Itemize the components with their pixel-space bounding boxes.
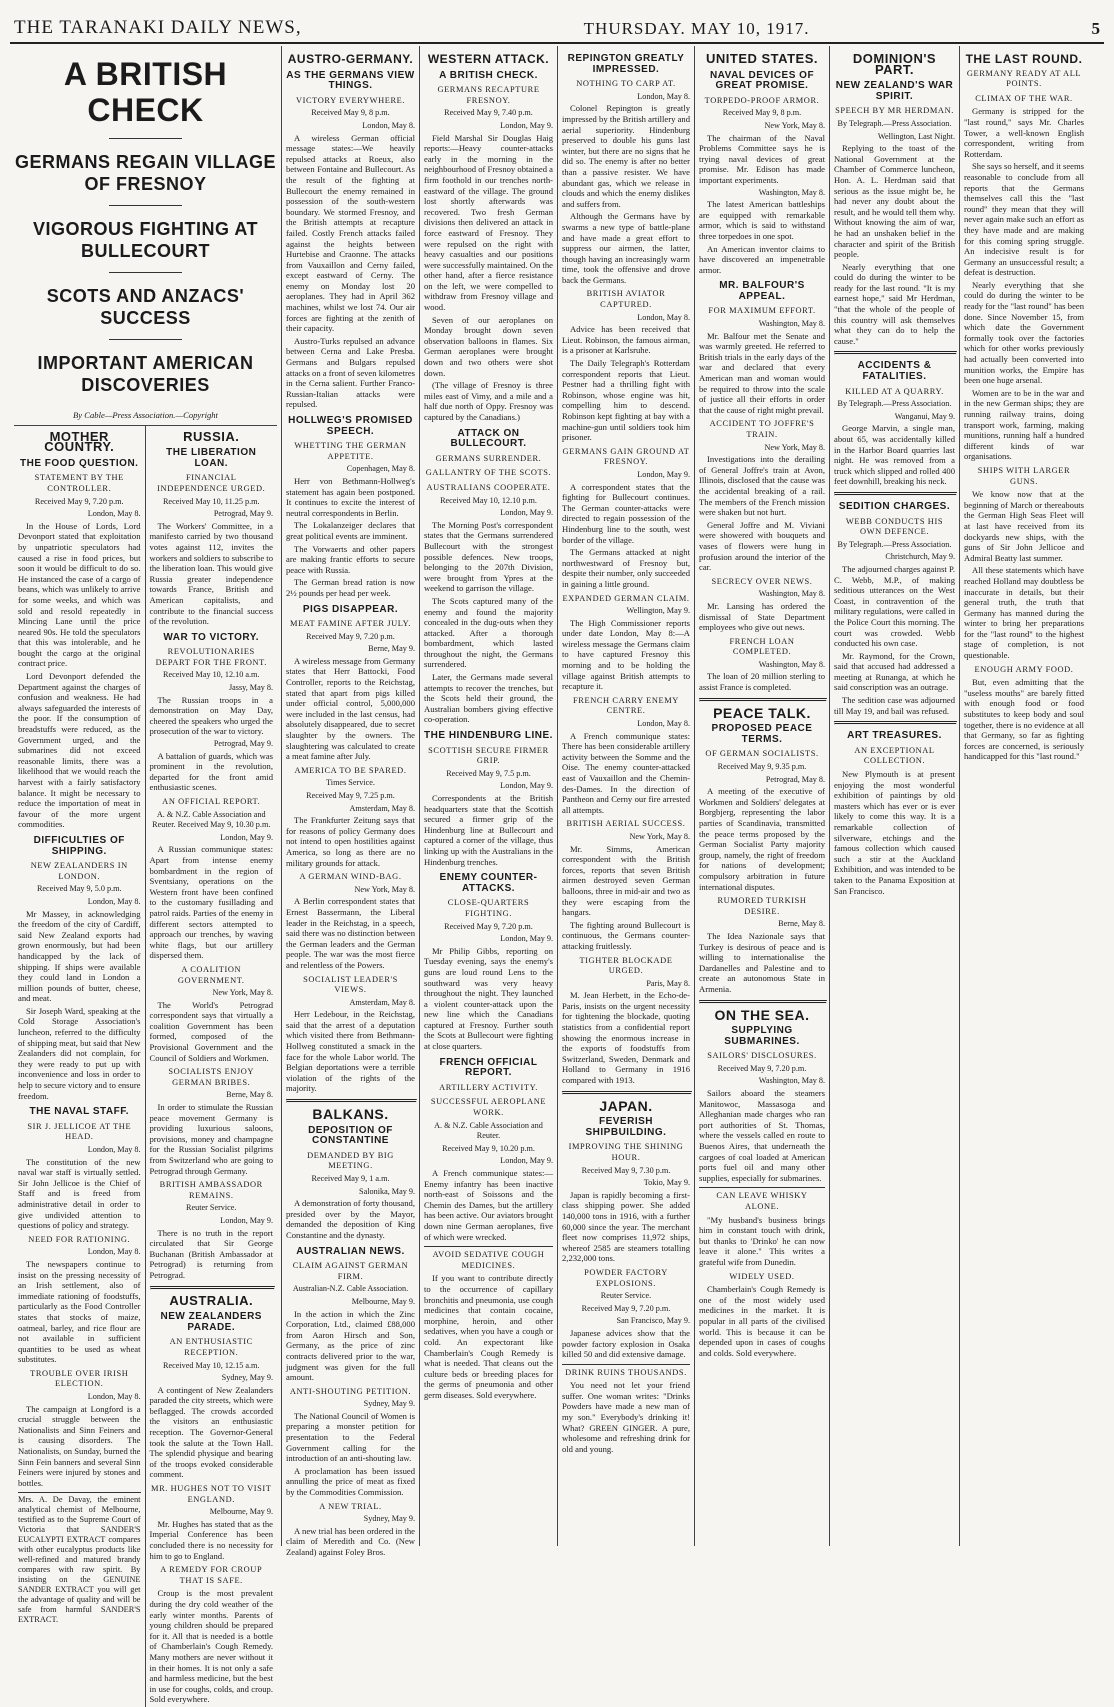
paragraph: Herr von Bethmann-Hollweg's statement has again been postponed. It continues to excite the interest of neutral correspondents in Berlin. xyxy=(286,475,415,518)
dateline: Berne, May 9. xyxy=(368,644,415,654)
subheading: BRITISH AMBASSADOR REMAINS. xyxy=(159,1180,263,1200)
received-line: Received May 9, 7.20 p.m. xyxy=(444,921,533,931)
lead-deck-2: VIGOROUS FIGHTING AT BULLECOURT xyxy=(33,219,258,261)
section-heading: REPINGTON GREATLY IMPRESSED. xyxy=(567,53,685,75)
subheading: ARTILLERY ACTIVITY. xyxy=(439,1082,538,1092)
lead-deck-4: IMPORTANT AMERICAN DISCOVERIES xyxy=(37,353,254,395)
paragraph: Nearly everything that one could do during the winter to be ready for the last round. "It is my earnest hope," said Mr Herdman, "that the whole of the people of this country will ask themselves what they can do to help the cause." xyxy=(834,261,955,346)
section-heading: SEDITION CHARGES. xyxy=(838,500,951,512)
subheading: PROPOSED PEACE TERMS. xyxy=(711,723,813,745)
paragraph: In the action in which the Zinc Corporation, Ltd., claimed £88,000 from Aaron Hirsch and Son, Germany, as the price of zinc contracts delivered prior to the war, judgment was given for the full amount. xyxy=(286,1308,415,1383)
subheading: REVOLUTIONARIES DEPART FOR THE FRONT. xyxy=(155,647,267,667)
paragraph: The Frankfurter Zeitung says that for reasons of policy Germany does not intend to open hostilities against America, so long as there are no military grounds for attack. xyxy=(286,815,415,868)
subheading: MEAT FAMINE AFTER JULY. xyxy=(290,619,411,629)
paragraph: The High Commissioner reports under date London, May 8:—A wireless message the Germans claim to have captured Fresnoy this morning and to be holding the village against British attempts to recapture it. xyxy=(562,617,690,692)
paragraph: An American inventor claims to have discovered an impenetrable armor. xyxy=(699,243,825,275)
subheading: NEW ZEALANDERS IN LONDON. xyxy=(30,861,128,881)
subheading: ENOUGH ARMY FOOD. xyxy=(974,664,1074,674)
divider xyxy=(699,1000,827,1004)
subheading: FRENCH LOAN COMPLETED. xyxy=(729,636,795,657)
column-last-round xyxy=(960,46,1088,1546)
advertisement: Mrs. A. De Davay, the eminent analytical chemist of Melbourne, testified as to the Supreme Court of Victoria that SANDER'S EUCALYPTI EXTRACT compares with other eucalyptus products like well-refined and matured brandy compares with raw spirit. By insisting on the GENUINE SANDER EXTRACT you will get the advantage of quality and will be safe from harmful SANDER'S EXTRACT. xyxy=(18,1492,141,1625)
subheading: FOR MAXIMUM EFFORT. xyxy=(708,306,816,316)
divider xyxy=(109,272,183,273)
paragraph: M. Jean Herbett, in the Echo-de-Paris, insists on the urgent necessity for tightening the blockade, quoting statistics from a confidential report showing the enormous increase in the exports of foodstuffs from Switzerland, Sweden, Denmark and Holland to Germany in 1916 compared with 1913. xyxy=(562,990,690,1086)
paragraph: Austro-Turks repulsed an advance between Cerna and Lake Presba. Germans and Bulgars repulsed attacks on a front of seven kilometres in the Cerna salient. Further Franco-Russian-Italian attacks were repulsed. xyxy=(286,335,415,410)
subheading: AVOID SEDATIVE COUGH MEDICINES. xyxy=(424,1246,553,1271)
subheading: THE LIBERATION LOAN. xyxy=(166,447,257,469)
subheading: GERMANS GAIN GROUND AT FRESNOY. xyxy=(562,446,690,467)
paragraph: Although the Germans have by swarms a new type of battle-plane and have made a great effort to suppress our airmen, the latter, though having an increasingly warm time, took the offensive and drove back the Germans. xyxy=(562,211,690,285)
paragraph: A battalion of guards, which was prominent in the revolution, departed for the front amid enthusiastic scenes. xyxy=(149,750,273,793)
lead-story xyxy=(10,46,282,1705)
paragraph: (The village of Fresnoy is three miles east of Vimy, and a mile and a half due north of Oppy. Fresnoy was captured by the Canadians.) xyxy=(424,380,553,422)
lead-headline: A BRITISH CHECK xyxy=(63,56,228,128)
dateline: Amsterdam, May 8. xyxy=(349,803,415,813)
subheading: OF GERMAN SOCIALISTS. xyxy=(705,749,819,759)
dateline: Washington, May 8. xyxy=(758,187,825,197)
divider xyxy=(699,698,827,702)
subheading: POWDER FACTORY EXPLOSIONS. xyxy=(584,1267,668,1288)
paragraph: New Plymouth is at present enjoying the most wonderful exhibition of paintings by old masters which has ever or is ever likely to come this way. It is a remarkable collection of silverware, etchings and the famous collection which caused such a stir at the Auckland Exhibition, and was intended to be taken to the Panama Exposition at San Francisco. xyxy=(834,769,955,896)
paragraph: A Berlin correspondent states that Ernest Bassermann, the Liberal leader in the Reichstag, in a speech, said there was no distinction between the German leaders and the German people. The war was the most fierce and relentless of the Powers. xyxy=(286,896,415,970)
subheading: TIGHTER BLOCKADE URGED. xyxy=(579,955,673,976)
paragraph: The Germans attacked at night northwestward of Fresnoy but, despite their number, only succeeded in gaining a little ground. xyxy=(562,547,690,589)
dateline: London, May 8. xyxy=(87,1392,141,1402)
lead-deck-1: GERMANS REGAIN VILLAGE OF FRESNOY xyxy=(14,152,276,194)
subheading: WIDELY USED. xyxy=(729,1271,795,1281)
paragraph: All these statements which have reached Holland may doubtless be inaccurate in details, but their general truth, the truth that Germany has manned during the winter to bring her preparations for the "last round" to the highest stage of completion, is not questionable. xyxy=(964,565,1084,661)
paragraph: A contingent of New Zealanders paraded the city streets, which were beflagged. The crowds accorded the visitors an enthusiastic reception. The Governor-General took the salute at the Town Hall. The splendid physique and bearing of the troops evoked considerable comment. xyxy=(149,1384,273,1480)
dateline: London, May 8. xyxy=(637,312,690,322)
dateline: London, May 9. xyxy=(220,832,273,842)
section-heading: DOMINION'S PART. xyxy=(852,51,937,77)
subheading: CLOSE-QUARTERS FIGHTING. xyxy=(447,898,530,918)
dateline: New York, May 8. xyxy=(629,831,690,841)
section-heading: WESTERN ATTACK. xyxy=(427,52,550,66)
dateline: Petrograd, May 9. xyxy=(213,739,273,749)
received-line: Received May 9, 7.20 p.m. xyxy=(581,1303,671,1313)
subheading: SOCIALIST LEADER'S VIEWS. xyxy=(303,974,398,995)
dateline: Berne, May 8. xyxy=(226,1090,273,1100)
paragraph: Advice has been received that Lieut. Robinson, the famous airman, is a prisoner at Karlsruhe. xyxy=(562,324,690,356)
dateline: Wanganui, May 9. xyxy=(894,411,955,421)
paragraph: Lord Devonport defended the Department against the charges of confusion and weakness. He had always safeguarded the interests of the poor. If the consumption of breadstuffs were reduced, as the Government urged, and the submarines did not exceed reasonable limits, there was a likelihood that we would reach the harvest with a fairly satisfactory balance. It might be necessary to reduce the importation of meat in favour of the more urgent commodities. xyxy=(18,671,141,830)
subheading: TORPEDO-PROOF ARMOR. xyxy=(704,95,820,105)
subheading: NEW ZEALANDERS PARADE. xyxy=(160,1311,262,1333)
received-line: Received May 9, 9.35 p.m. xyxy=(717,762,807,772)
paragraph: Mr Massey, in acknowledging the freedom of the city of Cardiff, said New Zealand exports had grown enormously, but had been handicapped by the lack of shipping. If ships were available they could land in London a million pounds of butter, cheese, and meat. xyxy=(18,908,141,1004)
russia-column xyxy=(146,426,278,1707)
dateline: Christchurch, May 9. xyxy=(885,552,955,562)
dateline: London, May 9. xyxy=(500,1156,553,1166)
paragraph: The World's Petrograd correspondent says that virtually a coalition Government has been formed, composed of the Provisional Government and the Council of Soldiers and Workmen. xyxy=(149,999,273,1063)
subheading: HOLLWEG'S PROMISED SPEECH. xyxy=(288,415,413,437)
received-line: By Telegraph.—Press Association. xyxy=(837,118,952,128)
masthead-title: THE TARANAKI DAILY NEWS, xyxy=(14,17,302,38)
section-heading: BALKANS. xyxy=(312,1106,389,1123)
dateline: Berne, May 8. xyxy=(778,919,825,929)
subheading: A COALITION GOVERNMENT. xyxy=(177,964,245,985)
paragraph: Colonel Repington is greatly impressed by the British artillery and aerial superiority. Hindenburg preserved to double his guns last winter, but there are no signs that he did so. The enemy is after no better than a passive resister. We have abundant gas, which we release in clouds and which the enemy dislikes and suffers from. xyxy=(562,103,690,209)
dateline: New York, May 8. xyxy=(212,988,273,998)
subheading: CLIMAX OF THE WAR. xyxy=(975,93,1073,103)
dateline: London, May 9. xyxy=(500,781,553,791)
received-line: Received May 9, 5.0 p.m. xyxy=(36,884,122,894)
paragraph: George Marvin, a single man, about 65, was accidentally killed in the Harbor Board quarries last night. He was removed from a truck which slipped and rolled 400 feet downhill, breaking his neck. xyxy=(834,423,955,487)
paragraph: A correspondent states that the fighting for Bullecourt continues. The German counter-attacks were directed to regain possession of the Hindenburg line to the south, west border of the village. xyxy=(562,481,690,545)
section-heading: ART TREASURES. xyxy=(847,730,942,742)
subheading: AS THE GERMANS VIEW THINGS. xyxy=(286,69,415,92)
divider xyxy=(109,339,183,340)
paragraph: In order to stimulate the Russian peace movement Germany is providing luxurious saloons, provisions, money and champagne for the Russian Socialist pilgrims from Switzerland who are going to Petrograd through Germany. xyxy=(149,1102,273,1176)
dateline: Sydney, May 9. xyxy=(221,1373,273,1383)
subheading: DEMANDED BY BIG MEETING. xyxy=(307,1150,394,1171)
paragraph: The Russian troops in a demonstration on May Day, cheered the speakers who urged the prosecution of the war to victory. xyxy=(149,694,273,737)
dateline: Tokio, May 9. xyxy=(643,1178,690,1188)
subheading: FRENCH CARRY ENEMY CENTRE. xyxy=(573,695,679,716)
subheading: KILLED AT A QUARRY. xyxy=(845,386,944,396)
paragraph: A wireless message from Germany states that Herr Battocki, Food Controller, reports to the Reichstag, stated that apart from pigs killed under official control, 5,000,000 were included in the last census, had absolutely disappeared, due to secret slaughter by the owners. The slaughtering was calculated to create a meat famine after July. xyxy=(286,655,415,762)
dateline: London, May 9. xyxy=(500,508,553,518)
dateline: Wellington, Last Night. xyxy=(877,131,955,141)
subheading: IMPROVING THE SHINING HOUR. xyxy=(568,1142,684,1162)
dateline: New York, May 8. xyxy=(764,442,825,452)
paragraph: The German bread ration is now 2½ pounds per head per week. xyxy=(286,577,415,598)
dateline: Petrograd, May 8. xyxy=(765,774,825,784)
subheading: PIGS DISAPPEAR. xyxy=(302,603,399,615)
received-line: Received May 9, 8 p.m. xyxy=(722,108,802,118)
section-heading: ACCIDENTS & FATALITIES. xyxy=(857,360,932,383)
dateline: Melbourne, May 9. xyxy=(209,1507,273,1517)
subheading: FRENCH OFFICIAL REPORT. xyxy=(439,1056,538,1079)
paragraph: A new trial has been ordered in the claim of Meredith and Co. (New Zealand) against Foley Bros. xyxy=(286,1525,415,1557)
subheading: TROUBLE OVER IRISH ELECTION. xyxy=(30,1368,129,1389)
section-heading: AUSTRALIA. xyxy=(169,1292,254,1308)
paragraph: There is no truth in the report circulated that Sir George Buchanan (British Ambassador at Petrograd) is returning from Petrograd. xyxy=(149,1227,273,1280)
subheading: VICTORY EVERYWHERE. xyxy=(295,95,406,105)
subheading: GERMANY READY AT ALL POINTS. xyxy=(966,68,1082,89)
subheading: ANTI-SHOUTING PETITION. xyxy=(289,1386,412,1396)
paragraph: Sailors aboard the steamers Manitowoc, Massasoga and Alleghanian made charges who ran port authorities of St. Thomas, where the vessels called en route to Buenos Aires, that underneath the cargoes of coal loaded at American ports fuel oil and many other supplies, especially for submarines. xyxy=(699,1088,825,1183)
subheading: NAVAL DEVICES OF GREAT PROMISE. xyxy=(709,69,815,92)
dateline: London, May 8. xyxy=(87,509,141,519)
paragraph: You need not let your friend suffer. One woman writes: "Drinks Powders have made a new man of my son." Everybody's drinking it! What? GREEN GINGER. A pure, wholesome and refreshing drink for old and young. xyxy=(562,1380,690,1454)
paragraph: Women are to be in the war and in the new German ships; they are running railway trains, doing transport work, farming, making munitions, running half a hundred different kinds of war organisations. xyxy=(964,387,1084,462)
subheading: AUSTRALIANS COOPERATE. xyxy=(426,482,551,492)
dateline: London, May 8. xyxy=(637,91,690,101)
section-heading: RUSSIA. xyxy=(183,428,240,444)
received-line: Received May 10, 12.10 a.m. xyxy=(163,670,260,680)
subheading: AMERICA TO BE SPARED. xyxy=(294,765,407,775)
section-heading: JAPAN. xyxy=(599,1097,653,1114)
subheading: BRITISH AERIAL SUCCESS. xyxy=(566,819,686,829)
received-line: Received May 10, 11.25 p.m. xyxy=(162,496,260,506)
paragraph: A French communique states:—Enemy infantry has been inactive north-east of Soissons and the Chemin des Dames, but the artillery has been active. Our aviators brought down nine German aeroplanes, five of which were wrecked. xyxy=(424,1168,553,1242)
subheading: SUCCESSFUL AEROPLANE WORK. xyxy=(430,1097,547,1118)
received-line: Received May 9, 7.20 p.m. xyxy=(306,631,395,641)
paragraph: The chairman of the Naval Problems Committee says he is trying naval devices of great promise. Mr. Edison has made important experiments. xyxy=(699,132,825,185)
subheading: SAILORS' DISCLOSURES. xyxy=(707,1051,817,1061)
paragraph: Sir Joseph Ward, speaking at the Cold Storage Association's luncheon, referred to the difficulty of shipping meat, but said that New Zealanders did not complain, for they were ready to put up with inconvenience and loss in order to help to secure victory and to ensure freedom. xyxy=(18,1005,141,1101)
section-heading: THE LAST ROUND. xyxy=(965,52,1083,66)
received-line: Received May 9, 7.20 p.m. xyxy=(717,1063,807,1073)
subheading: A REMEDY FOR CROUP THAT IS SAFE. xyxy=(160,1565,263,1585)
paragraph: In the House of Lords, Lord Devonport stated that exploitation by unpatriotic speculators had caused a rise in food prices, but soon it would be difficult to do so. He instanced the case of a cargo of beans, which was unlikely to arrive for some weeks, and which was sold and resold repeatedly in Mincing Lane until the price neared 90s. He told the speculators that this was intolerable, and he bought the cargo at the original contract price. xyxy=(18,520,141,669)
dateline: Sydney, May 9. xyxy=(363,1514,415,1524)
received-line: Received May 10, 12.15 a.m. xyxy=(163,1360,260,1370)
paragraph: General Joffre and M. Viviani were showered with bouquets and vases of flowers were hung in profusion around the interior of the car. xyxy=(699,519,825,573)
subheading: WAR TO VICTORY. xyxy=(163,631,260,643)
subheading: SUPPLYING SUBMARINES. xyxy=(724,1025,800,1047)
subheading: A GERMAN WIND-BAG. xyxy=(299,872,402,882)
paragraph: The Vorwaerts and other papers are making frantic efforts to secure peace with Russia. xyxy=(286,543,415,575)
subheading: FEVERISH SHIPBUILDING. xyxy=(585,1116,667,1138)
subheading: WHETTING THE GERMAN APPETITE. xyxy=(294,441,407,461)
subheading: NOTHING TO CARP AT. xyxy=(576,79,676,89)
paragraph: If you want to contribute directly to the occurrence of capillary bronchitis and pneumonia, use cough medicines that contain cocaine, morphine, heroin, and other sedatives, when you have a cough or cold. An expectorant like Chamberlain's Cough Remedy is what is needed. That cleans out the culture beds or breeding places for the germs of pneumonia and other germ diseases. Sold everywhere. xyxy=(424,1273,553,1400)
lead-deck-3: SCOTS AND ANZACS' SUCCESS xyxy=(46,286,245,328)
subheading: CLAIM AGAINST GERMAN FIRM. xyxy=(292,1261,409,1281)
received-line: Australian-N.Z. Cable Association. xyxy=(292,1284,409,1294)
paragraph: We know now that at the beginning of March or thereabouts the German High Seas Fleet will at last have received from its dockyards new ships, with the guns of Sir John Jellicoe and Admiral Beatty last summer. xyxy=(964,489,1084,563)
dateline: New York, May 8. xyxy=(764,120,825,130)
dateline: London, May 8. xyxy=(87,1247,141,1257)
subheading: WEBB CONDUCTS HIS OWN DEFENCE. xyxy=(845,516,944,537)
column-dominions-part xyxy=(830,46,960,1546)
dateline: Melbourne, May 9. xyxy=(351,1296,415,1306)
dateline: London, May 9. xyxy=(500,934,553,944)
paragraph: Germany is stripped for the "last round," says Mr. Charles Tower, a well-known English correspondent, writing from Rotterdam. xyxy=(964,106,1084,159)
section-heading: AUSTRO-GERMANY. xyxy=(287,52,414,66)
paragraph: The constitution of the new naval war staff is virtually settled. Sir John Jellicoe is the Chief of Staff and is freed from administrative detail in order to give undivided attention to questions of policy and strategy. xyxy=(18,1156,141,1231)
received-line: A. & N.Z. Cable Association and Reuter. Received May 9, 10.30 p.m. xyxy=(152,809,271,830)
subheading: DRINK RUINS THOUSANDS. xyxy=(562,1364,690,1379)
column-austro-germany xyxy=(282,46,420,1557)
paragraph: Later, the Germans made several attempts to recover the trenches, but the Scots held their ground, the Australian bombers giving effective co-operation. xyxy=(424,672,553,725)
subheading: SECRECY OVER NEWS. xyxy=(711,576,813,586)
column-united-states xyxy=(695,46,830,1546)
paragraph: Mr. Hughes has stated that as the Imperial Conference has been concluded there is no necessity for him to go to England. xyxy=(149,1518,273,1561)
byline: By Cable—Press Association.—Copyright xyxy=(73,410,218,420)
paragraph: The campaign at Longford is a crucial struggle between the Nationalists and Sinn Feiners and is causing disorders. The Nationalists, on Sunday, burned the Sinn Fein banners and several Sinn Feiners were injured by stones and bottles. xyxy=(18,1403,141,1488)
divider xyxy=(109,205,183,206)
received-line: Reuter Service. xyxy=(600,1291,652,1301)
section-heading: UNITED STATES. xyxy=(706,51,818,66)
paragraph: A meeting of the executive of Workmen and Soldiers' delegates at Borgbjerg, representing the labor parties of Scandinavia, transmitted the peace terms proposed by the German Socialist Party majority group, namely, the right of freedom for nations of development; compulsory arbitration in future international disputes. xyxy=(699,786,825,892)
section-heading: PEACE TALK. xyxy=(713,704,811,721)
paragraph: Investigations into the derailing of General Joffre's train at Avon, Illinois, disclosed that the cause was the accidental breaking of a rail. The members of the French mission were shaken but not hurt. xyxy=(699,454,825,518)
paragraph: The Morning Post's correspondent states that the Germans surrendered Bullecourt with the strongest possible defences. New troops, belonging to the 207th Division, were brought from Ypres at the weekend to garrison the village. xyxy=(424,519,553,594)
subheading: SIR J. JELLICOE AT THE HEAD. xyxy=(27,1121,132,1142)
received-line: Received May 9, 7.40 p.m. xyxy=(444,108,533,118)
section-heading: ON THE SEA. xyxy=(714,1006,810,1023)
received-line: Received May 9, 7.25 p.m. xyxy=(306,791,395,800)
paragraph: Mr. Simms, American correspondent with the British forces, reports that seven British airmen destroyed seven German balloons, three in mid-air and two as they were escaping from the hangars. xyxy=(562,843,690,918)
paragraph: She says so herself, and it seems reasonable to conclude from all reports that the Germans themselves call this the "last round" they mean that they will never again make such an effort as they have made and are making for this coming spring struggle. An indecisive result is for Germany an unsuccessful result; a defeat is destruction. xyxy=(964,161,1084,278)
paragraph: A French communique states: There has been considerable artillery activity between the Somme and the Oise. The enemy counter-attacked east of Vauxaillon and the Chemin-des-Dames. In the direction of Pantheon and Cerny our fire arrested all attempts. xyxy=(562,730,690,815)
subheading: SHIPS WITH LARGER GUNS. xyxy=(977,465,1071,486)
paragraph: Herr Ledebour, in the Reichstag, said that the arrest of a deputation which visited there from Bethmann-Hollweg constituted a smack in the face for the whole Labor world. The Belgian deportations were a terrible violation of the rights of the majority. xyxy=(286,1009,415,1094)
paragraph: Correspondents at the British headquarters state that the Scottish secured a firmer grip of the Hindenburg line at Bullecourt and captured a corner of the village, thus linking up with the Australians in the Hindenburg trenches. xyxy=(424,793,553,867)
dateline: London, May 8. xyxy=(362,120,415,130)
paragraph: The sedition case was adjourned till May 19, and bail was refused. xyxy=(834,695,955,716)
paragraph: The Scots captured many of the enemy and found the majority concealed in the dug-outs when they attacked. After a thorough bombardment, which lasted throughout the night, the Germans surrendered. xyxy=(424,595,553,670)
subheading: A NEW TRIAL. xyxy=(319,1501,382,1511)
received-line: Times Service. xyxy=(326,778,375,788)
dateline: Washington, May 8. xyxy=(758,589,825,599)
paragraph: The Idea Nazionale says that Turkey is desirous of peace and is willing to internationalise the Dardanelles and Palestine and to create an autonomous State in Armenia. xyxy=(699,930,825,994)
paragraph: The newspapers continue to insist on the pressing necessity of an Irish settlement, also of immediate rationing of foodstuffs, particularly as the Food Controller states that stocks of maize, oatmeal, barley, and rice flour are not available in sufficient quantities to be used as wheat substitutes. xyxy=(18,1258,141,1365)
mother-country-column xyxy=(14,426,146,1707)
subheading: GERMANS SURRENDER. xyxy=(435,453,542,463)
dateline: London, May 9. xyxy=(500,120,553,130)
dateline: London, May 8. xyxy=(87,896,141,906)
received-line: Received May 10, 12.10 p.m. xyxy=(440,495,537,505)
paragraph: Field Marshal Sir Douglas Haig reports:—Heavy counter-attacks early in the morning in the neighbourhood of Fresnoy obtained a firm foothold in our trenches north-eastward of the village. The ground lost shortly afterwards was recovered. Two fresh German divisions then delivered an attack in force eastward of Fresnoy. They were repulsed on the right with heavy casualties and our positions were successfully maintained. On the other hand, after a fierce resistance on the left, we were compelled to withdraw from Fresnoy village and wood. xyxy=(424,132,553,313)
divider xyxy=(834,351,957,355)
dateline: Washington, May 8. xyxy=(758,319,825,329)
subheading: SCOTTISH SECURE FIRMER GRIP. xyxy=(428,745,549,766)
subheading: NEED FOR RATIONING. xyxy=(28,1234,131,1244)
subheading: THE FOOD QUESTION. xyxy=(20,457,139,469)
received-line: Reuter Service. xyxy=(186,1203,237,1213)
subheading: MR. BALFOUR'S APPEAL. xyxy=(719,280,805,302)
section-heading: MOTHER COUNTRY. xyxy=(44,428,115,455)
dateline: London, May 9. xyxy=(637,469,690,479)
subheading: ATTACK ON BULLECOURT. xyxy=(450,427,527,450)
paragraph: A demonstration of forty thousand, presided over by the Mayor, demanded the deposition of King Constantine and the dynasty. xyxy=(286,1198,415,1240)
paragraph: The latest American battleships are equipped with remarkable armor, which is said to withstand three torpedoes in one spot. xyxy=(699,199,825,241)
subheading: A BRITISH CHECK. xyxy=(439,69,538,81)
masthead-date: THURSDAY. MAY 10, 1917. xyxy=(583,19,810,38)
subheading: SPEECH BY MR HERDMAN. xyxy=(835,106,954,116)
subheading: AN OFFICIAL REPORT. xyxy=(162,797,261,806)
dateline: Salonika, May 9. xyxy=(359,1186,415,1196)
subheading: AN ENTHUSIASTIC RECEPTION. xyxy=(169,1337,253,1357)
divider xyxy=(834,721,957,725)
paragraph: The loan of 20 million sterling to assist France is completed. xyxy=(699,671,825,693)
received-line: Received May 9, 8 p.m. xyxy=(311,108,390,118)
page-number: 5 xyxy=(1091,19,1100,38)
divider xyxy=(286,1099,417,1103)
subheading: GERMANS RECAPTURE FRESNOY. xyxy=(437,85,540,105)
dateline: Jassy, May 8. xyxy=(228,683,273,693)
divider xyxy=(834,492,957,496)
subheading: BRITISH AVIATOR CAPTURED. xyxy=(586,289,666,310)
paragraph: Seven of our aeroplanes on Monday brought down seven observation balloons in flames. Six German aeroplanes were brought down and two others were shot down. xyxy=(424,314,553,378)
subheading: NEW ZEALAND'S WAR SPIRIT. xyxy=(835,80,954,102)
subheading: GALLANTRY OF THE SCOTS. xyxy=(425,468,552,478)
subheading: THE NAVAL STAFF. xyxy=(29,1106,129,1118)
subheading: STATEMENT BY THE CONTROLLER. xyxy=(34,473,124,493)
paragraph: Mr. Raymond, for the Crown, said that accused had addressed a meeting at Runanga, at which he said conscription was an outrage. xyxy=(834,650,955,693)
paragraph: Mr Philip Gibbs, reporting on Tuesday evening, says the enemy's guns are loud round Lens to the southward was very heavy throughout the night. They launched a violent counter-attack upon the new line which the Canadians captured at Fresnoy. Further south the Scots at Bullecourt were fighting at close quarters. xyxy=(424,945,553,1052)
dateline: Copenhagen, May 8. xyxy=(346,464,415,474)
divider xyxy=(562,1091,692,1095)
paragraph: The Daily Telegraph's Rotterdam correspondent reports that Lieut. Pestner had a thrilling fight with Robinson, whose engine was hit, compelling him to descend. Robinson kept fighting at bay with a machine-gun until soldiers took him prisoner. xyxy=(562,358,690,443)
received-line: Received May 9, 7.5 p.m. xyxy=(446,768,531,778)
received-line: Received May 9, 1 a.m. xyxy=(311,1174,390,1183)
received-line: Received May 9, 7.30 p.m. xyxy=(581,1165,671,1175)
masthead xyxy=(10,4,1104,44)
received-line: By Telegraph.—Press Association. xyxy=(837,539,952,549)
dateline: Paris, May 8. xyxy=(646,978,690,988)
dateline: Washington, May 8. xyxy=(758,659,825,669)
subheading: DEPOSITION OF CONSTANTINE xyxy=(308,1124,393,1147)
paragraph: A proclamation has been issued annulling the price of meat as fixed by the Commodities Commission. xyxy=(286,1465,415,1498)
paragraph: Croup is the most prevalent during the dry cold weather of the early winter months. Parents of young children should be prepared for it. All that is needed is a bottle of Chamberlain's Cough Remedy. Many mothers are never without it in their homes. It is not only a safe and harmless medicine, but the best in use for coughs, colds, and croup. Sold everywhere. xyxy=(149,1588,273,1705)
paragraph: Replying to the toast of the National Government at the Chamber of Commerce luncheon, Hon. A. L. Herdman said that serious as the issue might be, he had never any doubt about the result, and he would tell them why. Without knowing the aim of war, he had an unshaken belief in the character and spirit of the British people. xyxy=(834,143,955,260)
paragraph: A Russian communique states: Apart from intense enemy bombardment in the region of Sventsiany, operations on the Western front have been confined to the customary fusillading and patrol raids. Parties of the enemy in different sectors attempted to approach our trenches, by waving white flags, but our artillery dispersed them. xyxy=(149,844,273,961)
paragraph: "My husband's business brings him in constant touch with drink, but thanks to 'Drinko' he can now leave it alone." This writes a grateful wife from Dunedin. xyxy=(699,1214,825,1267)
paragraph: Japanese advices show that the powder factory explosion in Osaka killed 50 and did extensive damage. xyxy=(562,1327,690,1360)
subheading: DIFFICULTIES OF SHIPPING. xyxy=(33,834,125,857)
column-repington xyxy=(558,46,695,1546)
paragraph: Mr. Lansing has ordered the dismissal of State Department employees who give out news. xyxy=(699,600,825,633)
paragraph: The National Council of Women is preparing a monster petition for presentation to the Federal Government calling for the introduction of an anti-shouting law. xyxy=(286,1410,415,1464)
received-line: By Telegraph.—Press Association. xyxy=(837,399,952,409)
paragraph: The Workers' Committee, in a manifesto carried by two thousand votes against 112, invites the workers and soldiers to subscribe to the liberation loan. This would give Russia greater independence towards France, British and American capitalists, and contribute to the financial success of the revolution. xyxy=(149,520,273,627)
dateline: London, May 9. xyxy=(220,1215,273,1225)
divider xyxy=(109,138,183,139)
dateline: San Francisco, May 9. xyxy=(616,1316,690,1326)
dateline: Amsterdam, May 8. xyxy=(349,997,415,1007)
columns xyxy=(10,46,1108,1705)
subheading: RUMORED TURKISH DESIRE. xyxy=(717,896,807,916)
subheading: FINANCIAL INDEPENDENCE URGED. xyxy=(157,473,266,493)
subheading: THE HINDENBURG LINE. xyxy=(424,730,553,742)
dateline: New York, May 8. xyxy=(354,884,415,894)
paragraph: A wireless German official message states:—We heavily repulsed attacks at Roeux, also between Fontaine and Bullecourt. As the result of the fighting at Bullecourt the enemy remained in possession of the south-western boundary. We stormed Fresnoy, and the British attempts at recapture failed. Costly French attacks failed against the heights between Hurtebise and Craonne. The attacks from Vauxaillon and Cerny failed, except eastward of Cerny. The enemy on Monday lost 20 aeroplanes. They had in April 362 machines, whilst we lost 74. Our air forces are fighting at the zenith of their capacity. xyxy=(286,132,415,334)
subheading: EXPANDED GERMAN CLAIM. xyxy=(562,593,690,603)
column-western-attack xyxy=(420,46,558,1546)
dateline: Wellington, May 9. xyxy=(626,606,690,616)
paragraph: Chamberlain's Cough Remedy is one of the most widely used medicines in the market. It is popular in all parts of the civilised world. This is because it can be depended upon in cases of coughs and colds. Sold everywhere. xyxy=(699,1284,825,1358)
subheading: SOCIALISTS ENJOY GERMAN BRIBES. xyxy=(168,1067,255,1087)
received-line: Received May 9, 7.20 p.m. xyxy=(34,496,124,506)
paragraph: Mr. Balfour met the Senate and was warmly greeted. He referred to British trials in the early days of the war and declared that every American man and woman would be required to throw into the scale of justice all their efforts in order that the cause of right might prevail. xyxy=(699,330,825,415)
subheading: AN EXCEPTIONAL COLLECTION. xyxy=(854,745,935,766)
received-line: Received May 9, 10.20 p.m. xyxy=(442,1143,535,1153)
subheading: MR. HUGHES NOT TO VISIT ENGLAND. xyxy=(151,1484,272,1504)
lead-subcolumns xyxy=(14,425,277,1707)
paragraph: The fighting around Bullecourt is continuous, the Germans counter-attacking fruitlessly. xyxy=(562,919,690,951)
dateline: Washington, May 8. xyxy=(758,1076,825,1086)
dateline: London, May 8. xyxy=(637,719,690,729)
paragraph: The adjourned charges against P. C. Webb, M.P., of making seditious utterances on the West Coast, in contravention of the military regulations, were called in the Police Court this morning. The court was crowded. Webb conducted his own case. xyxy=(834,563,955,649)
dateline: Petrograd, May 9. xyxy=(213,509,273,519)
paragraph: The Lokalanzeiger declares that great political events are imminent. xyxy=(286,520,415,541)
subheading: ENEMY COUNTER-ATTACKS. xyxy=(439,872,538,894)
received-line: A. & N.Z. Cable Association and Reuter. xyxy=(434,1120,543,1141)
subheading: CAN LEAVE WHISKY ALONE. xyxy=(699,1187,825,1212)
paragraph: Nearly everything that she could do during the winter to be ready for the "last round" has been done. Since November 15, from which date the Government formally took over the factories which for other works previously had actually been converted into munition works, the Empire has been one huge arsenal. xyxy=(964,279,1084,386)
dateline: Sydney, May 9. xyxy=(363,1399,415,1409)
subheading: ACCIDENT TO JOFFRE'S TRAIN. xyxy=(709,419,815,439)
paragraph: Japan is rapidly becoming a first-class shipping power. She added 140,000 tons in 1916, with a further 60,000 since the year. The merchant fleet now comprises 11,972 ships, whereof 2585 are steamers totalling 2,232,000 tons. xyxy=(562,1189,690,1264)
section-heading: AUSTRALIAN NEWS. xyxy=(296,1245,405,1257)
dateline: London, May 8. xyxy=(87,1145,141,1154)
paragraph: But, even admitting that the "useless mouths" are barely fitted with enough food or food substitutes to keep body and soul together, there is no evidence at all that Germany, so far as fighting forces are concerned, is seriously handicapped for this "last round." xyxy=(964,677,1084,762)
divider xyxy=(150,1286,276,1290)
